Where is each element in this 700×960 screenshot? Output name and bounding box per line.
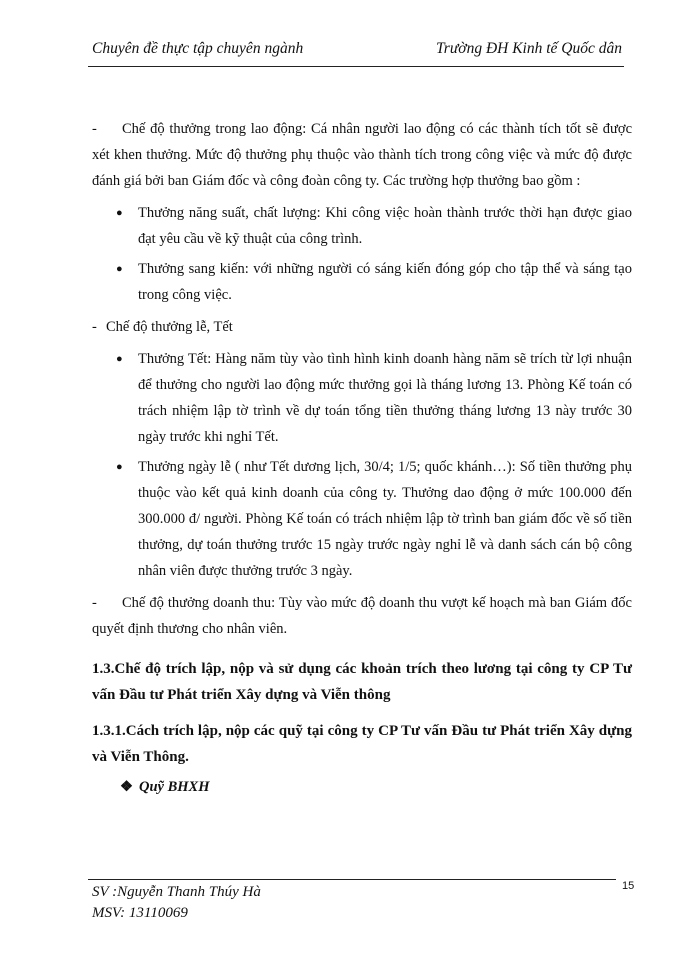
section-heading-1-3: 1.3.Chế độ trích lập, nộp và sử dụng các khoản trích theo lương tại công ty CP Tư vấn Đầu tư Phát triển Xây dựng và Viễn thông — [92, 661, 632, 703]
dash-marker: - — [92, 595, 97, 611]
list-item — [92, 454, 632, 584]
section-heading-1-3-1: 1.3.1.Cách trích lập, nộp các quỹ tại công ty CP Tư vấn Đầu tư Phát triển Xây dựng và Viễn Thông. — [92, 723, 632, 765]
list-item-text: Thưởng ngày lễ ( như Tết dương lịch, 30/4; 1/5; quốc khánh…): Số tiền thưởng phụ thuộc vào kết quả kinh doanh của công ty. Thưởng dao động ở mức 100.000 đến 300.000 đ/ người. Phòng Kế toán có trách nhiệm lập tờ trình ban giám đốc về số tiền thưởng, dự toán thưởng trước 15 ngày trước ngày nghỉ lễ và danh sách cán bộ công nhân viên được thưởng trước 3 ngày. — [138, 459, 632, 579]
list-item — [92, 256, 632, 308]
dash-marker: - — [92, 121, 97, 137]
bullet-icon: ● — [116, 461, 123, 473]
bullet-icon: ● — [116, 207, 123, 219]
bullet-list-holiday — [92, 346, 632, 584]
list-item-text: Thưởng năng suất, chất lượng: Khi công việc hoàn thành trước thời hạn được giao đạt yêu cầu về kỹ thuật của công trình. — [138, 205, 632, 247]
footer-student-name: SV :Nguyễn Thanh Thúy Hà — [92, 884, 261, 900]
page-footer — [92, 882, 261, 924]
header-right-title: Trường ĐH Kinh tế Quốc dân — [436, 40, 622, 57]
header-divider — [88, 66, 624, 67]
paragraph-text: Chế độ thưởng lễ, Tết — [106, 319, 233, 335]
list-item-text: Thưởng Tết: Hàng năm tùy vào tình hình kinh doanh hàng năm sẽ trích từ lợi nhuận để thưởng cho người lao động mức thưởng gọi là tháng lương 13. Phòng Kế toán có trách nhiệm lập tờ trình về dự toán tổng tiền thưởng tháng lương 13 này trước 30 ngày trước khi nghỉ Tết. — [138, 351, 632, 445]
bullet-icon: ● — [116, 263, 123, 275]
footer-student-id: MSV: 13110069 — [92, 905, 188, 921]
document-body — [92, 116, 632, 800]
paragraph-text: Chế độ thưởng trong lao động: Cá nhân người lao động có các thành tích tốt sẽ được xét khen thưởng. Mức độ thưởng phụ thuộc vào thành tích trong công việc và mức độ được đánh giá bởi ban Giám đốc và công đoàn công ty. Các trường hợp thưởng bao gồm : — [92, 121, 632, 189]
subheading-text: Quỹ BHXH — [139, 779, 210, 795]
diamond-bullet-icon: ❖ — [120, 779, 133, 795]
page-number: 15 — [622, 880, 635, 892]
header-left-title: Chuyên đề thực tập chuyên ngành — [92, 40, 304, 57]
paragraph-reward-revenue — [92, 590, 632, 642]
dash-marker: - — [92, 319, 97, 335]
paragraph-text: Chế độ thưởng doanh thu: Tùy vào mức độ doanh thu vượt kế hoạch mà ban Giám đốc quyết định thương cho nhân viên. — [92, 595, 632, 637]
bullet-list-labor — [92, 200, 632, 308]
footer-divider — [88, 879, 616, 880]
paragraph-reward-holiday — [92, 314, 632, 340]
subheading-bhxh — [120, 774, 632, 800]
list-item-text: Thưởng sang kiến: với những người có sáng kiến đóng góp cho tập thể và sáng tạo trong công việc. — [138, 261, 632, 303]
bullet-icon: ● — [116, 353, 123, 365]
list-item — [92, 346, 632, 450]
list-item — [92, 200, 632, 252]
paragraph-reward-labor — [92, 116, 632, 194]
